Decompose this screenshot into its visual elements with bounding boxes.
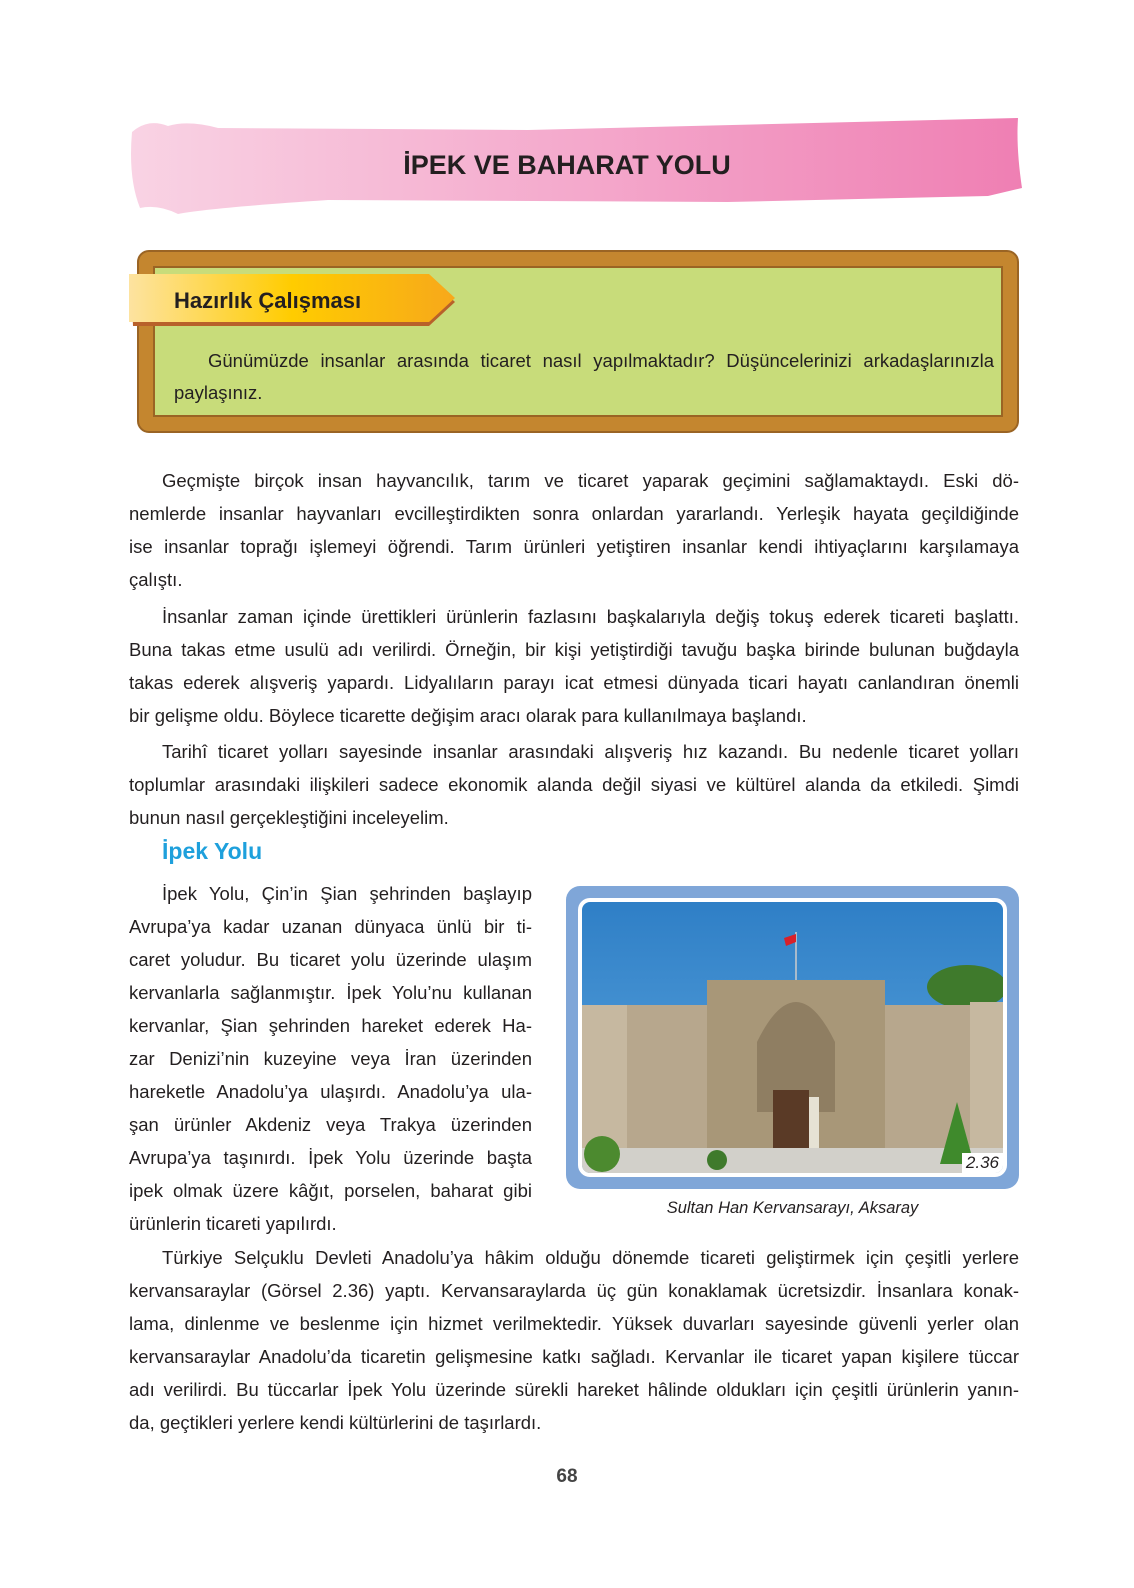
text-line: Buna takas etme usulü adı verilirdi. Örneğin, bir kişi yetiştirdiği tavuğu başka birinde bulunan buğdayla: [129, 639, 1019, 660]
figure-number: 2.36: [962, 1153, 1003, 1173]
paragraph-3: [129, 735, 1019, 834]
text-line: caret yoludur. Bu ticaret yolu üzerinde ulaşım: [129, 949, 532, 970]
text-line: Avrupa’ya taşınırdı. İpek Yolu üzerinde başta: [129, 1147, 532, 1168]
page-title: İPEK VE BAHARAT YOLU: [403, 150, 731, 180]
text-line: kervanlarla sağlanmıştır. İpek Yolu’nu kullanan: [129, 982, 532, 1003]
paragraph-1: [129, 464, 1019, 596]
caravanserai-photo: [578, 898, 1007, 1177]
figure-caption: Sultan Han Kervansarayı, Aksaray: [666, 1199, 919, 1217]
text-line: zar Denizi’nin kuzeyine veya İran üzerinden: [129, 1048, 532, 1069]
section-heading: İpek Yolu: [162, 838, 263, 864]
text-line: İnsanlar zaman içinde ürettikleri ürünlerin fazlasını başkalarıyla değiş tokuş ederek ticareti başlattı.: [162, 606, 1019, 627]
text-line: İpek Yolu, Çin’in Şian şehrinden başlayıp: [162, 883, 532, 904]
text-line: da, geçtikleri yerlere kendi kültürlerini de taşırlardı.: [129, 1412, 542, 1433]
text-line: çalıştı.: [129, 569, 183, 590]
text-line: ise insanlar toprağı işlemeyi öğrendi. Tarım ürünleri yetiştiren insanlar kendi ihtiyaçlarını karşılamaya: [129, 536, 1019, 557]
text-line: bir gelişme oldu. Böylece ticarette değişim aracı olarak para kullanılmaya başlandı.: [129, 705, 807, 726]
text-line: kervansaraylar (Görsel 2.36) yaptı. Kervansaraylarda üç gün konaklamak ücretsizdir. İnsanlara konak-: [129, 1280, 1019, 1301]
paragraph-2: [129, 600, 1019, 732]
text-line: Türkiye Selçuklu Devleti Anadolu’ya hâkim olduğu dönemde ticareti geliştirmek için çeşitli yerlere: [162, 1247, 1019, 1268]
text-line: Geçmişte birçok insan hayvancılık, tarım ve ticaret yaparak geçimini sağlamaktaydı. Eski dö-: [162, 470, 1019, 491]
text-line: Avrupa’ya kadar uzanan dünyaca ünlü bir ti-: [129, 916, 532, 937]
text-line: ipek olmak üzere kâğıt, porselen, baharat gibi: [129, 1180, 532, 1201]
text-line: ürünlerin ticareti yapılırdı.: [129, 1213, 337, 1234]
page-number: 68: [556, 1466, 578, 1487]
text-line: Tarihî ticaret yolları sayesinde insanlar arasındaki alışveriş hız kazandı. Bu nedenle ticaret yolları: [162, 741, 1019, 762]
figure-frame: [566, 886, 1019, 1189]
preparation-label: Hazırlık Çalışması: [174, 288, 362, 313]
preparation-text: [174, 345, 994, 409]
text-line: Günümüzde insanlar arasında ticaret nasıl yapılmaktadır? Düşüncelerinizi arkadaşlarınızla: [208, 350, 994, 371]
text-line: takas ederek alışveriş yapardı. Lidyalıların parayı icat etmesi dünyada ticari hayatı canlandıran önemli: [129, 672, 1019, 693]
text-line: nemlerde insanlar hayvanları evcilleştirdikten sonra onlardan yararlandı. Yerleşik hayata geçildiğinde: [129, 503, 1019, 524]
paragraph-final: [129, 1241, 1019, 1439]
text-line: adı verilirdi. Bu tüccarlar İpek Yolu üzerinde sürekli hareket hâlinde oldukları için çeşitli ürünlerin yanın-: [129, 1379, 1019, 1400]
text-line: toplumlar arasındaki ilişkileri sadece ekonomik alanda değil siyasi ve kültürel alanda da etkiledi. Şimdi: [129, 774, 1019, 795]
text-line: şan ürünler Akdeniz veya Trakya üzerinden: [129, 1114, 532, 1135]
text-line: kervansaraylar Anadolu’da ticaretin gelişmesine katkı sağladı. Kervanlar ile ticaret yapan kişilere tüccar: [129, 1346, 1019, 1367]
text-line: lama, dinlenme ve beslenme için hizmet verilmektedir. Yüksek duvarları sayesinde güvenli yerler olan: [129, 1313, 1019, 1334]
text-line: bunun nasıl gerçekleştiğini inceleyelim.: [129, 807, 449, 828]
silk-road-paragraph: [129, 877, 532, 1240]
text-line: hareketle Anadolu’ya ulaşırdı. Anadolu’ya ula-: [129, 1081, 532, 1102]
text-line: kervanlar, Şian şehrinden hareket ederek Ha-: [129, 1015, 532, 1036]
text-line: paylaşınız.: [174, 382, 263, 403]
